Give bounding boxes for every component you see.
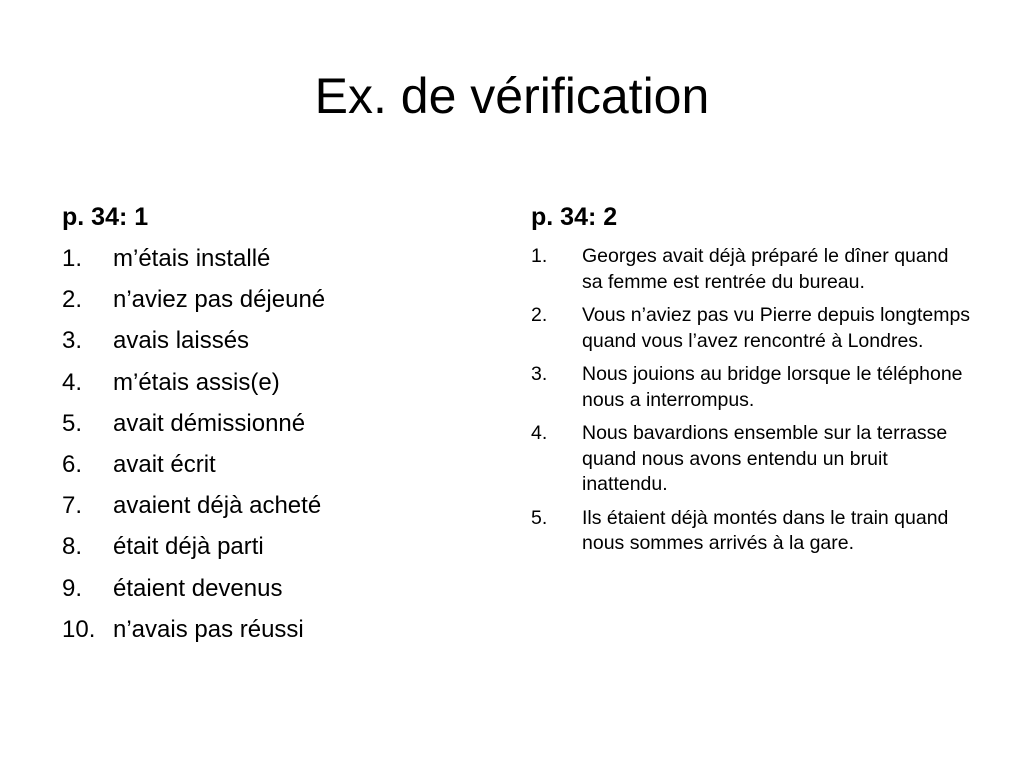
- item-number: 4.: [531, 422, 548, 444]
- item-text: Nous jouions au bridge lorsque le téléphone nous a interrompus.: [582, 363, 963, 411]
- item-number: 5.: [62, 409, 83, 437]
- item-number: 7.: [62, 492, 83, 520]
- list-item: [531, 362, 971, 413]
- list-item: [62, 574, 482, 604]
- item-number: 9.: [62, 574, 83, 602]
- item-number: 2.: [531, 304, 548, 326]
- item-text: avait démissionné: [113, 409, 306, 437]
- item-text: Vous n’aviez pas vu Pierre depuis longtemps quand vous l’avez rencontré à Londres.: [582, 304, 971, 352]
- item-text: Georges avait déjà préparé le dîner quand sa femme est rentrée du bureau.: [582, 245, 949, 293]
- slide-title: Ex. de vérification: [314, 68, 710, 124]
- item-text: n’avais pas réussi: [113, 615, 304, 643]
- item-number: 1.: [62, 245, 83, 272]
- item-number: 8.: [62, 533, 83, 561]
- item-text: n’aviez pas déjeuné: [113, 286, 326, 314]
- item-text: m’étais installé: [113, 245, 271, 272]
- item-text: Nous bavardions ensemble sur la terrasse quand nous avons entendu un bruit inattendu.: [582, 422, 948, 495]
- list-item: [62, 615, 482, 645]
- item-text: était déjà parti: [113, 533, 264, 561]
- right-sentence-list: [531, 244, 971, 557]
- item-number: 2.: [62, 286, 83, 314]
- list-item: [62, 368, 482, 398]
- item-text: Ils étaient déjà montés dans le train quand nous sommes arrivés à la gare.: [582, 506, 949, 554]
- right-column: [531, 200, 971, 565]
- list-item: [62, 491, 482, 521]
- item-number: 3.: [62, 327, 83, 355]
- list-item: [62, 285, 482, 315]
- left-column: [62, 200, 482, 656]
- item-number: 6.: [62, 450, 83, 478]
- list-item: [531, 506, 971, 557]
- left-column-heading: p. 34: 1: [62, 203, 149, 231]
- item-number: 3.: [531, 363, 548, 385]
- list-item: [62, 532, 482, 562]
- right-column-heading: p. 34: 2: [531, 203, 618, 231]
- list-item: [62, 409, 482, 439]
- list-item: [62, 326, 482, 356]
- list-item: [531, 244, 971, 295]
- item-text: m’étais assis(e): [113, 368, 280, 396]
- left-answer-list: [62, 244, 482, 645]
- item-number: 5.: [531, 506, 548, 529]
- item-text: avaient déjà acheté: [113, 492, 322, 520]
- item-text: étaient devenus: [113, 574, 283, 602]
- list-item: [62, 450, 482, 480]
- list-item: [62, 244, 482, 274]
- item-number: 10.: [62, 615, 96, 643]
- item-text: avait écrit: [113, 450, 216, 478]
- list-item: [531, 421, 971, 498]
- item-number: 1.: [531, 245, 548, 267]
- list-item: [531, 303, 971, 354]
- item-text: avais laissés: [113, 327, 250, 355]
- item-number: 4.: [62, 368, 83, 396]
